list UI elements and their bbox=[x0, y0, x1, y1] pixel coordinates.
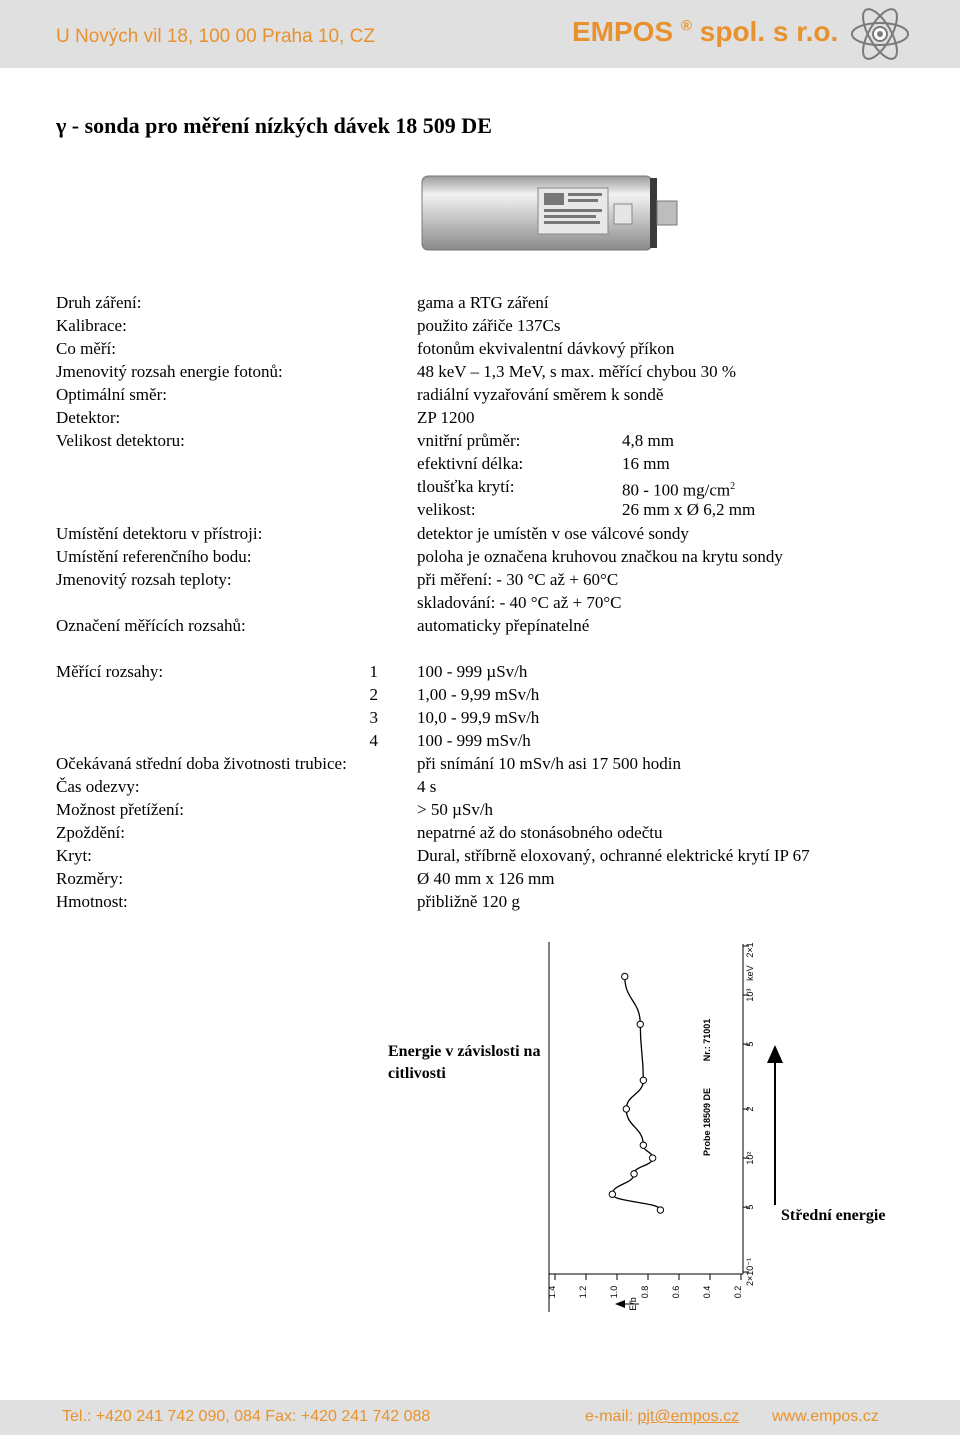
data-point bbox=[631, 1171, 637, 1177]
page-footer bbox=[0, 1400, 960, 1435]
range-number: 4 bbox=[369, 731, 378, 750]
spec-label: Druh záření: bbox=[56, 293, 142, 312]
probe-photo bbox=[418, 168, 688, 258]
spec-value: > 50 µSv/h bbox=[417, 800, 494, 819]
footer-phone-fax: Tel.: +420 241 742 090, 084 Fax: +420 241 742 088 bbox=[62, 1408, 431, 1425]
chart-note-left: Energie v závislosti na citlivosti bbox=[388, 1043, 541, 1082]
response-tick-label: 1.2 bbox=[578, 1285, 588, 1299]
range-value: 100 - 999 µSv/h bbox=[417, 662, 528, 681]
spec-label: Detektor: bbox=[56, 408, 121, 427]
detector-param-name: efektivní délka: bbox=[417, 454, 524, 473]
probe-annotation: Probe 18509 DE bbox=[702, 1087, 712, 1157]
spec-label: Rozměry: bbox=[56, 869, 124, 888]
energy-unit-label: keV bbox=[745, 965, 755, 981]
range-number: 2 bbox=[369, 685, 378, 704]
spec-label: Možnost přetížení: bbox=[56, 800, 184, 819]
response-tick-label: 0.8 bbox=[640, 1285, 650, 1299]
page-title: γ - sonda pro měření nízkých dávek 18 509 DE bbox=[56, 113, 492, 138]
detector-param-value: 26 mm x Ø 6,2 mm bbox=[622, 500, 756, 519]
coating-value: 80 - 100 mg/cm bbox=[622, 480, 731, 500]
spec-label: Umístění detektoru v přístroji: bbox=[56, 524, 263, 543]
energy-chart-svg bbox=[545, 942, 765, 1312]
spec-value: Dural, stříbrně eloxovaný, ochranné elektrické krytí IP 67 bbox=[417, 846, 810, 865]
spec-label: Co měří: bbox=[56, 339, 116, 358]
spec-value: Ø 40 mm x 126 mm bbox=[417, 869, 555, 888]
page-header bbox=[0, 0, 960, 68]
range-number: 3 bbox=[369, 708, 378, 727]
chart-note-right: Střední energie bbox=[781, 1207, 886, 1224]
company-name bbox=[572, 16, 838, 48]
data-point bbox=[609, 1191, 615, 1197]
spec-value: nepatrné až do stonásobného odečtu bbox=[417, 823, 663, 842]
range-value: 1,00 - 9,99 mSv/h bbox=[417, 685, 540, 704]
data-point bbox=[649, 1155, 655, 1161]
response-tick-label: 1.0 bbox=[609, 1285, 619, 1299]
footer-website-link[interactable]: www.empos.cz bbox=[772, 1408, 879, 1425]
spec-value: přibližně 120 g bbox=[417, 892, 520, 911]
spec-value: při měření: - 30 °C až + 60°C bbox=[417, 570, 619, 589]
response-tick-label: 1.4 bbox=[547, 1285, 557, 1299]
data-point bbox=[623, 1106, 629, 1112]
spec-value: gama a RTG záření bbox=[417, 293, 549, 312]
data-point bbox=[640, 1142, 646, 1148]
detector-param-value bbox=[622, 477, 735, 501]
spec-label: Umístění referenčního bodu: bbox=[56, 547, 252, 566]
response-tick-label: 0.2 bbox=[733, 1285, 743, 1299]
spec-value: detektor je umístěn v ose válcové sondy bbox=[417, 524, 689, 543]
spec-label: Jmenovitý rozsah energie fotonů: bbox=[56, 362, 283, 381]
response-tick-label: 0.6 bbox=[671, 1285, 681, 1299]
spec-value: při snímání 10 mSv/h asi 17 500 hodin bbox=[417, 754, 681, 773]
spec-label: Jmenovitý rozsah teploty: bbox=[56, 570, 232, 589]
email-link[interactable]: pjt@empos.cz bbox=[637, 1408, 740, 1425]
detector-param-name: tloušťka krytí: bbox=[417, 477, 515, 496]
number-annotation: Nr.: 71001 bbox=[702, 1018, 712, 1062]
atom-logo-icon bbox=[848, 2, 912, 66]
energy-tick-label: 2×10⁻¹ bbox=[745, 1257, 755, 1287]
company-address: U Nových vil 18, 100 00 Praha 10, CZ bbox=[56, 26, 375, 47]
company-suffix: spol. s r.o. bbox=[699, 16, 839, 47]
spec-value: 48 keV – 1,3 MeV, s max. měřící chybou 30 % bbox=[417, 362, 737, 381]
detector-param-name: vnitřní průměr: bbox=[417, 431, 521, 450]
spec-value: skladování: - 40 °C až + 70°C bbox=[417, 593, 622, 612]
detector-param-name: velikost: bbox=[417, 500, 476, 519]
data-point bbox=[657, 1207, 663, 1213]
energy-tick-label: 10² bbox=[745, 1151, 755, 1165]
energy-tick-label: 2 bbox=[745, 1106, 755, 1112]
spec-value: ZP 1200 bbox=[417, 408, 475, 427]
spec-label: Očekávaná střední doba životnosti trubice: bbox=[56, 754, 347, 773]
energy-tick-label: 5 bbox=[745, 1041, 755, 1047]
spec-value: automaticky přepínatelné bbox=[417, 616, 590, 635]
company-brand: EMPOS bbox=[572, 16, 674, 47]
detector-size-label: Velikost detektoru: bbox=[56, 431, 185, 450]
range-value: 100 - 999 mSv/h bbox=[417, 731, 531, 750]
spec-value: fotonům ekvivalentní dávkový příkon bbox=[417, 339, 675, 358]
energy-tick-label: 5 bbox=[745, 1204, 755, 1210]
detector-param-value: 16 mm bbox=[622, 454, 670, 473]
energy-tick-label: 10³ bbox=[745, 988, 755, 1002]
spec-label: Označení měřících rozsahů: bbox=[56, 616, 246, 635]
coating-exponent: 2 bbox=[730, 481, 736, 492]
spec-label: Hmotnost: bbox=[56, 892, 128, 911]
data-point bbox=[640, 1077, 646, 1083]
ranges-label: Měřící rozsahy: bbox=[56, 662, 164, 681]
spec-value: poloha je označena kruhovou značkou na krytu sondy bbox=[417, 547, 783, 566]
spec-value: použito zářiče 137Cs bbox=[417, 316, 561, 335]
energy-tick-label: 2×10³ bbox=[745, 942, 755, 958]
range-number: 1 bbox=[369, 662, 378, 681]
spec-value: radiální vyzařování směrem k sondě bbox=[417, 385, 664, 404]
spec-label: Zpoždění: bbox=[56, 823, 125, 842]
spec-label: Optimální směr: bbox=[56, 385, 167, 404]
detector-param-value: 4,8 mm bbox=[622, 431, 674, 450]
spec-label: Čas odezvy: bbox=[56, 777, 140, 796]
data-point bbox=[637, 1021, 643, 1027]
email-prefix: e-mail: bbox=[585, 1408, 638, 1425]
response-tick-label: 0.4 bbox=[702, 1285, 712, 1299]
spec-label: Kryt: bbox=[56, 846, 92, 865]
energy-chart bbox=[545, 942, 765, 1312]
registered-mark: ® bbox=[680, 17, 692, 35]
arrow-up-icon bbox=[764, 1045, 786, 1205]
data-point bbox=[622, 973, 628, 979]
range-value: 10,0 - 99,9 mSv/h bbox=[417, 708, 540, 727]
spec-label: Kalibrace: bbox=[56, 316, 127, 335]
spec-value: 4 s bbox=[417, 777, 437, 796]
response-arrow-icon bbox=[615, 1300, 625, 1308]
footer-email bbox=[585, 1408, 739, 1426]
response-axis-label: E/b bbox=[628, 1297, 638, 1311]
